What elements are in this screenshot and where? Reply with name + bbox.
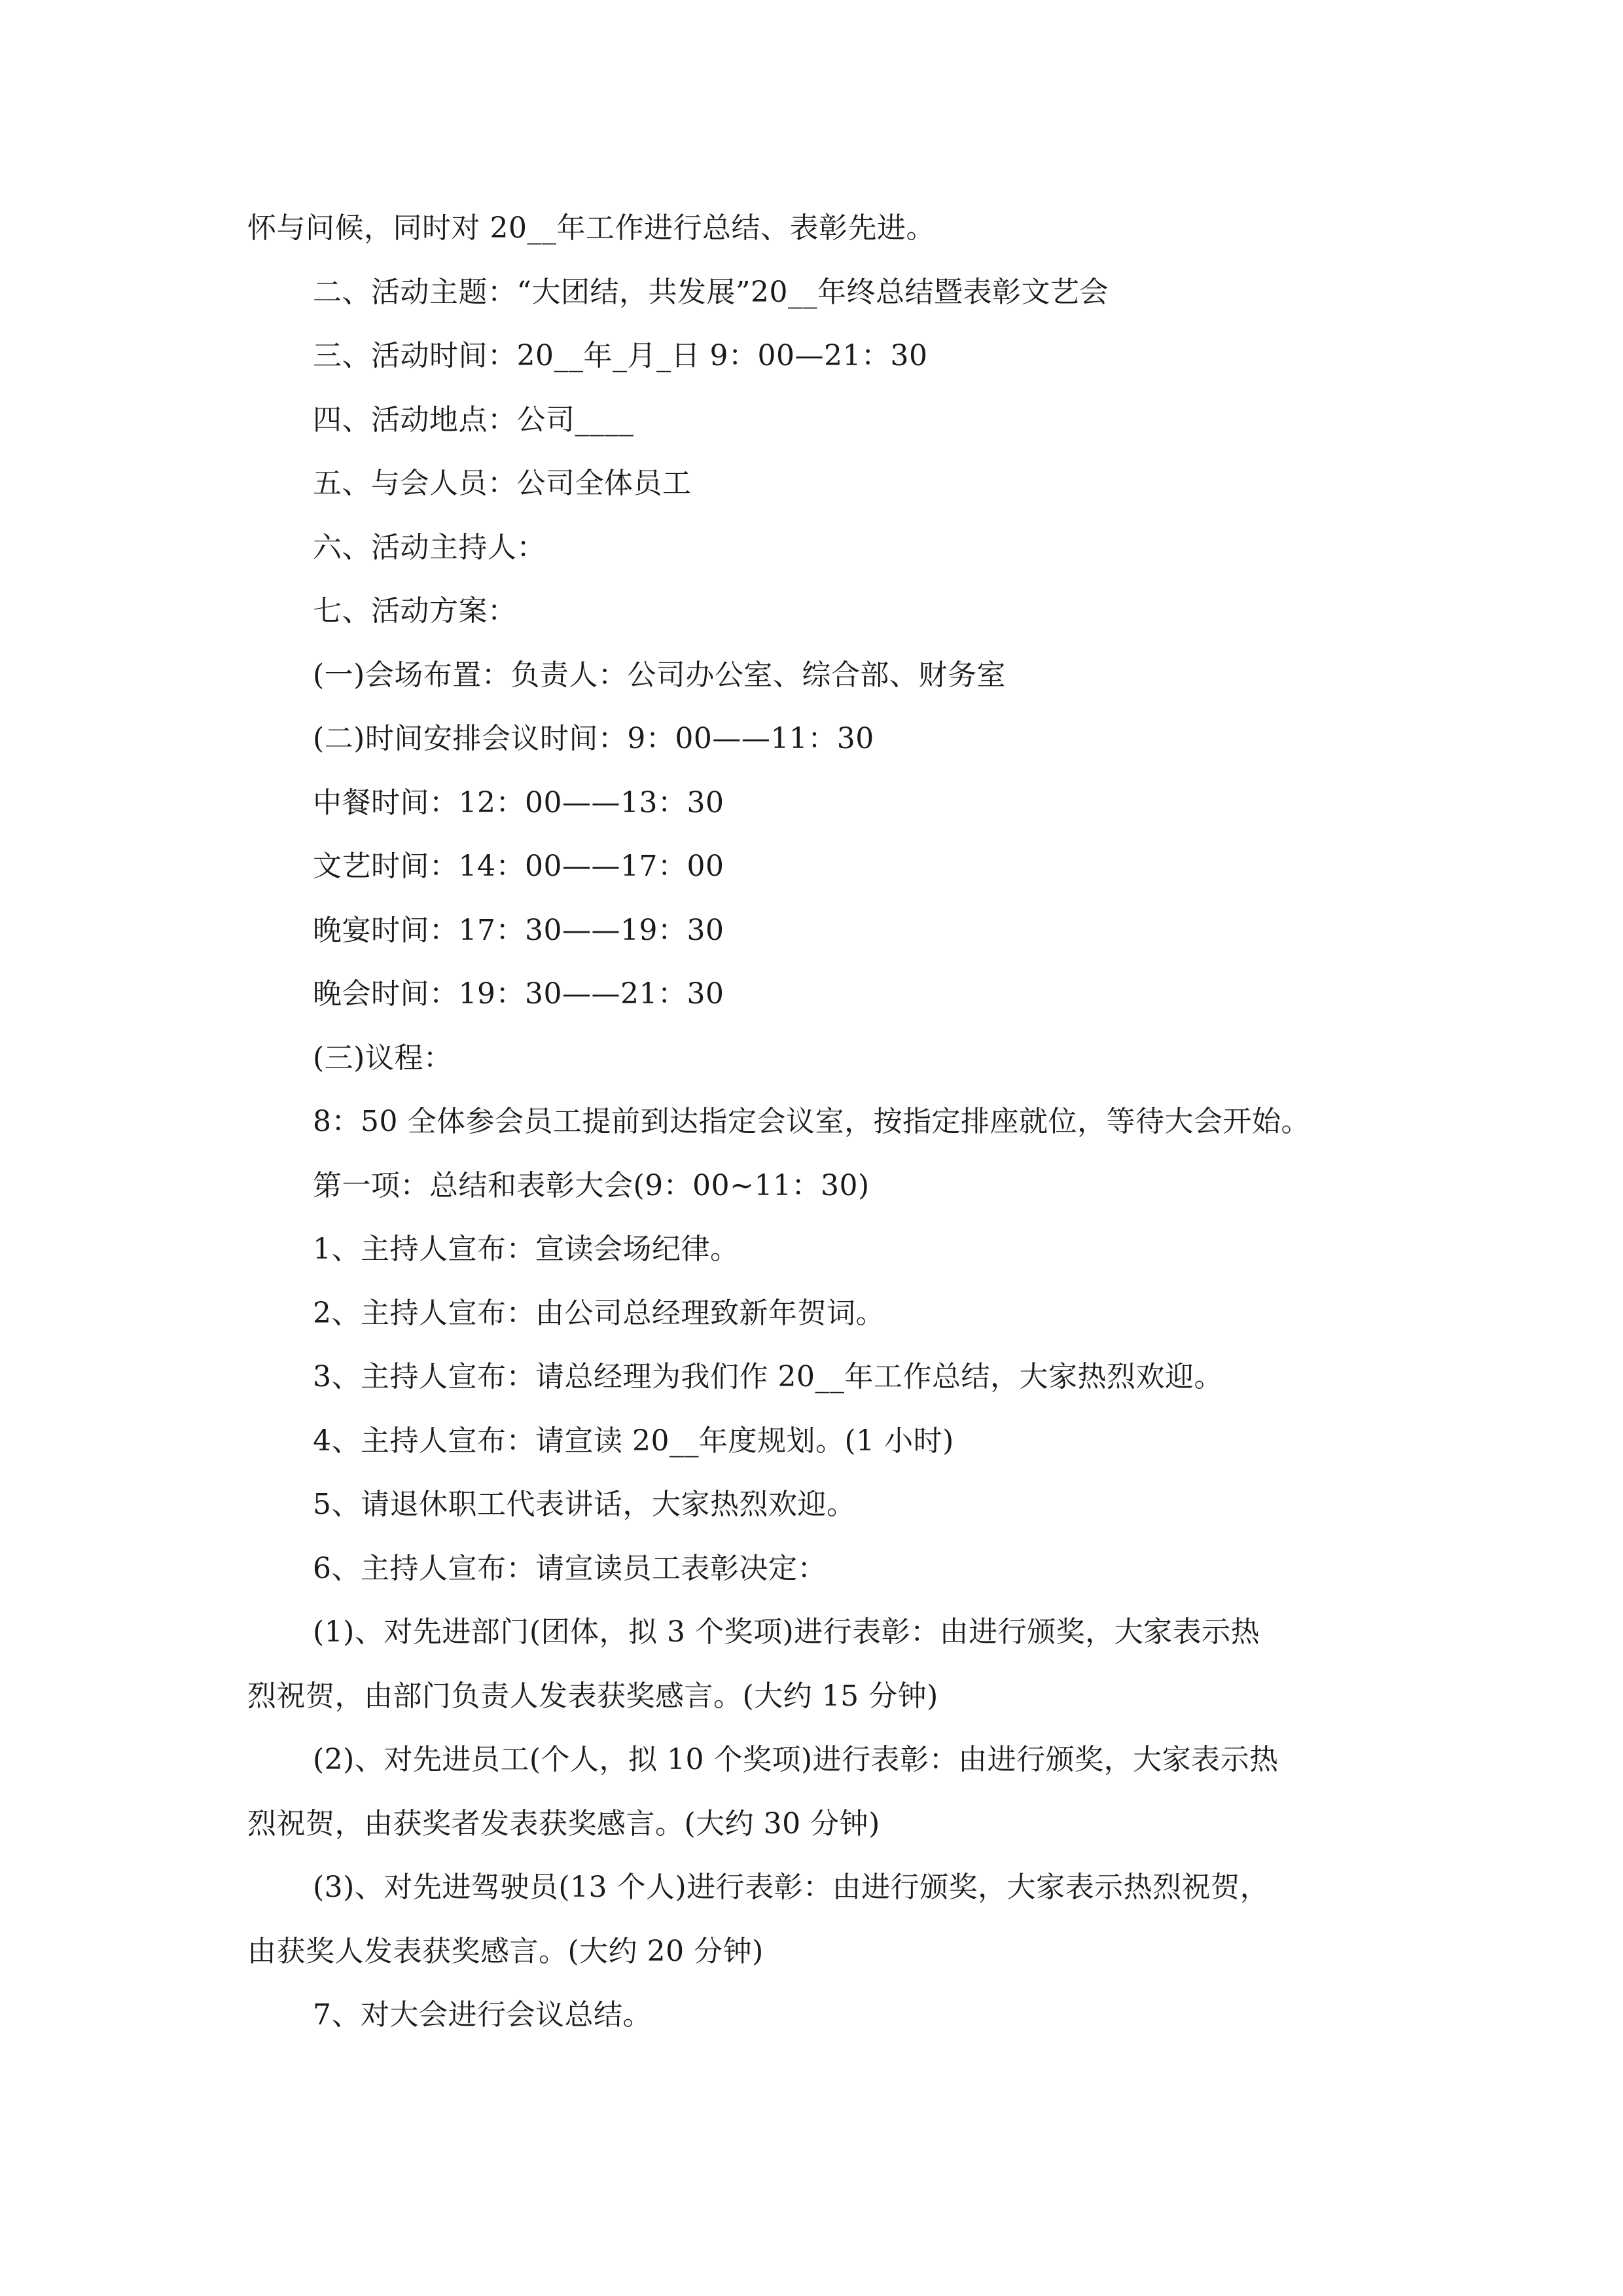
text-line: 烈祝贺，由获奖者发表获奖感言。(大约 30 分钟) xyxy=(247,1806,880,1840)
text-line: 5、请退休职工代表讲话，大家热烈欢迎。 xyxy=(313,1488,856,1521)
text-line: 由获奖人发表获奖感言。(大约 20 分钟) xyxy=(247,1934,764,1968)
text-line: 四、活动地点：公司____ xyxy=(313,403,634,437)
text-line: 怀与问候，同时对 20__年工作进行总结、表彰先进。 xyxy=(247,211,935,245)
text-line: 烈祝贺，由部门负责人发表获奖感言。(大约 15 分钟) xyxy=(247,1679,938,1713)
document-body xyxy=(247,196,1399,2047)
text-line: 晚宴时间：17：30——19：30 xyxy=(313,913,724,947)
text-line: 晚会时间：19：30——21：30 xyxy=(313,977,724,1011)
text-line: 6、主持人宣布：请宣读员工表彰决定： xyxy=(313,1551,827,1585)
text-line: (二)时间安排会议时间：9：00——11：30 xyxy=(313,722,874,755)
text-line: 2、主持人宣布：由公司总经理致新年贺词。 xyxy=(313,1296,885,1330)
text-line: 第一项：总结和表彰大会(9：00~11：30) xyxy=(313,1168,870,1202)
text-line: 4、主持人宣布：请宣读 20__年度规划。(1 小时) xyxy=(313,1424,954,1458)
text-line: (2)、对先进员工(个人，拟 10 个奖项)进行表彰：由进行颁奖，大家表示热 xyxy=(313,1743,1279,1776)
text-line: (3)、对先进驾驶员(13 个人)进行表彰：由进行颁奖，大家表示热烈祝贺， xyxy=(313,1871,1270,1904)
text-line: (三)议程： xyxy=(313,1041,453,1075)
text-line: 六、活动主持人： xyxy=(313,530,546,564)
text-line: 8：50 全体参会员工提前到达指定会议室，按指定排座就位，等待大会开始。 xyxy=(313,1105,1310,1138)
text-line: (一)会场布置：负责人：公司办公室、综合部、财务室 xyxy=(313,658,1006,692)
text-line: 文艺时间：14：00——17：00 xyxy=(313,850,724,883)
text-line: 1、主持人宣布：宣读会场纪律。 xyxy=(313,1232,740,1266)
text-line: 3、主持人宣布：请总经理为我们作 20__年工作总结，大家热烈欢迎。 xyxy=(313,1360,1223,1393)
text-line: 7、对大会进行会议总结。 xyxy=(313,1998,652,2032)
text-line: 五、与会人员：公司全体员工 xyxy=(313,467,692,500)
text-line: 三、活动时间：20__年_月_日 9：00—21：30 xyxy=(313,339,928,372)
text-line: 七、活动方案： xyxy=(313,594,517,628)
text-line: (1)、对先进部门(团体，拟 3 个奖项)进行表彰：由进行颁奖，大家表示热 xyxy=(313,1615,1260,1649)
text-line: 中餐时间：12：00——13：30 xyxy=(313,785,724,819)
text-line: 二、活动主题：“大团结，共发展”20__年终总结暨表彰文艺会 xyxy=(313,275,1109,309)
